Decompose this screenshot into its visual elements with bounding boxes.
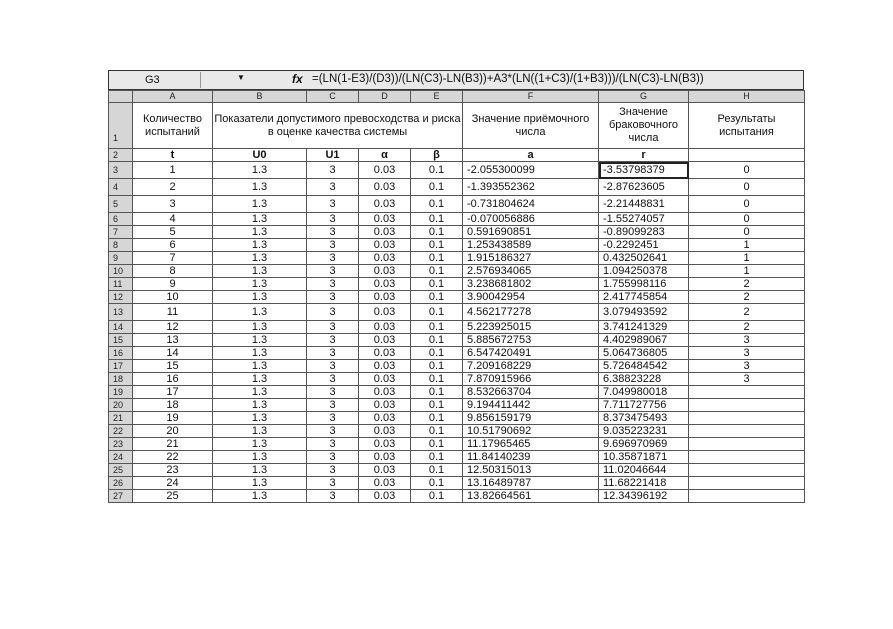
cell-b[interactable]: 1.3 <box>213 252 307 265</box>
cell-e[interactable]: 0.1 <box>411 425 463 438</box>
cell-a[interactable]: 6 <box>133 239 213 252</box>
table-row <box>109 373 805 386</box>
cell-b[interactable]: 1.3 <box>213 347 307 360</box>
cell-d[interactable]: 0.03 <box>359 373 411 386</box>
table-row <box>109 451 805 464</box>
row-header[interactable]: 12 <box>109 291 133 304</box>
cell-a[interactable]: 21 <box>133 438 213 451</box>
cell-d[interactable]: 0.03 <box>359 252 411 265</box>
cell-g[interactable]: 4.402989067 <box>599 334 689 347</box>
cell-f[interactable]: 7.870915966 <box>463 373 599 386</box>
cell-c[interactable]: 3 <box>307 321 359 334</box>
cell-e[interactable]: 0.1 <box>411 226 463 239</box>
table-row <box>109 360 805 373</box>
cell-f[interactable]: 2.576934065 <box>463 265 599 278</box>
cell-f[interactable]: 3.238681802 <box>463 278 599 291</box>
row-header[interactable]: 14 <box>109 321 133 334</box>
cell-a[interactable]: 2 <box>133 179 213 196</box>
row-header[interactable]: 26 <box>109 477 133 490</box>
cell-h[interactable] <box>689 425 805 438</box>
cell-e[interactable]: 0.1 <box>411 373 463 386</box>
select-all-corner[interactable] <box>109 91 133 103</box>
cell-f[interactable]: 5.885672753 <box>463 334 599 347</box>
symbol-cell[interactable]: U0 <box>213 149 307 162</box>
cell-h[interactable]: 2 <box>689 321 805 334</box>
cell-f[interactable]: -0.731804624 <box>463 196 599 213</box>
table-row <box>109 425 805 438</box>
cell-f[interactable]: 11.17965465 <box>463 438 599 451</box>
cell-c[interactable]: 3 <box>307 412 359 425</box>
symbol-cell[interactable] <box>689 149 805 162</box>
cell-h[interactable] <box>689 386 805 399</box>
row-header[interactable]: 9 <box>109 252 133 265</box>
row-header[interactable]: 3 <box>109 162 133 179</box>
symbol-cell[interactable]: β <box>411 149 463 162</box>
row-header[interactable]: 27 <box>109 490 133 503</box>
row-header[interactable]: 17 <box>109 360 133 373</box>
table-row <box>109 252 805 265</box>
table-row <box>109 464 805 477</box>
cell-h[interactable] <box>689 464 805 477</box>
cell-f[interactable]: -0.070056886 <box>463 213 599 226</box>
cell-e[interactable]: 0.1 <box>411 477 463 490</box>
header-cell-indicators[interactable]: Показатели допустимого превосходства и риска в оценке качества системы <box>213 103 463 149</box>
table-row <box>109 399 805 412</box>
cell-a[interactable]: 1 <box>133 162 213 179</box>
cell-g[interactable]: 9.035223231 <box>599 425 689 438</box>
cell-a[interactable]: 9 <box>133 278 213 291</box>
row-header[interactable]: 5 <box>109 196 133 213</box>
cell-b[interactable]: 1.3 <box>213 226 307 239</box>
table-row <box>109 490 805 503</box>
row-header[interactable]: 11 <box>109 278 133 291</box>
cell-c[interactable]: 3 <box>307 252 359 265</box>
cell-f[interactable]: 4.562177278 <box>463 304 599 321</box>
cell-g[interactable]: 8.373475493 <box>599 412 689 425</box>
cell-c[interactable]: 3 <box>307 304 359 321</box>
cell-a[interactable]: 17 <box>133 386 213 399</box>
cell-f[interactable]: 6.547420491 <box>463 347 599 360</box>
column-header-a[interactable]: A <box>133 91 213 103</box>
cell-g[interactable]: 6.38823228 <box>599 373 689 386</box>
table-row <box>109 265 805 278</box>
cell-c[interactable]: 3 <box>307 373 359 386</box>
cell-h[interactable]: 3 <box>689 360 805 373</box>
table-row <box>109 196 805 213</box>
cell-d[interactable]: 0.03 <box>359 425 411 438</box>
symbol-cell[interactable]: t <box>133 149 213 162</box>
cell-a[interactable]: 4 <box>133 213 213 226</box>
cell-b[interactable]: 1.3 <box>213 412 307 425</box>
cell-b[interactable]: 1.3 <box>213 360 307 373</box>
name-box[interactable]: G3 <box>109 72 201 88</box>
cell-h[interactable] <box>689 477 805 490</box>
cell-d[interactable]: 0.03 <box>359 265 411 278</box>
cell-f[interactable]: 13.82664561 <box>463 490 599 503</box>
cell-c[interactable]: 3 <box>307 213 359 226</box>
cell-b[interactable]: 1.3 <box>213 334 307 347</box>
cell-g[interactable]: 11.02046644 <box>599 464 689 477</box>
cell-c[interactable]: 3 <box>307 291 359 304</box>
column-header-h[interactable]: H <box>689 91 805 103</box>
cell-b[interactable]: 1.3 <box>213 196 307 213</box>
cell-g[interactable]: 9.696970969 <box>599 438 689 451</box>
cell-g[interactable]: -0.2292451 <box>599 239 689 252</box>
fx-icon[interactable]: fx <box>292 72 303 86</box>
cell-g[interactable]: -0.89099283 <box>599 226 689 239</box>
cell-c[interactable]: 3 <box>307 265 359 278</box>
cell-b[interactable]: 1.3 <box>213 278 307 291</box>
cell-f[interactable]: -1.393552362 <box>463 179 599 196</box>
cell-f[interactable]: 11.84140239 <box>463 451 599 464</box>
cell-f[interactable]: -2.055300099 <box>463 162 599 179</box>
cell-a[interactable]: 24 <box>133 477 213 490</box>
row-header[interactable]: 21 <box>109 412 133 425</box>
table-row <box>109 278 805 291</box>
cell-b[interactable]: 1.3 <box>213 291 307 304</box>
cell-h[interactable] <box>689 412 805 425</box>
cell-d[interactable]: 0.03 <box>359 490 411 503</box>
cell-d[interactable]: 0.03 <box>359 278 411 291</box>
cell-f[interactable]: 5.223925015 <box>463 321 599 334</box>
header-cell-results[interactable]: Результаты испытания <box>689 103 805 149</box>
cell-g[interactable]: 1.094250378 <box>599 265 689 278</box>
cell-g[interactable]: 10.35871871 <box>599 451 689 464</box>
cell-a[interactable]: 11 <box>133 304 213 321</box>
cell-c[interactable]: 3 <box>307 464 359 477</box>
cell-h[interactable]: 2 <box>689 278 805 291</box>
formula-input[interactable]: =(LN(1-E3)/(D3))/(LN(C3)-LN(B3))+A3*(LN((1+C3)/(1+B3)))/(LN(C3)-LN(B3)) <box>312 73 704 85</box>
cell-a[interactable]: 13 <box>133 334 213 347</box>
cell-f[interactable]: 9.194411442 <box>463 399 599 412</box>
cell-d[interactable]: 0.03 <box>359 438 411 451</box>
cell-g[interactable]: 1.755998116 <box>599 278 689 291</box>
cell-d[interactable]: 0.03 <box>359 399 411 412</box>
cell-a[interactable]: 25 <box>133 490 213 503</box>
row-header[interactable]: 22 <box>109 425 133 438</box>
row-header[interactable]: 20 <box>109 399 133 412</box>
cell-e[interactable]: 0.1 <box>411 179 463 196</box>
cell-e[interactable]: 0.1 <box>411 386 463 399</box>
cell-d[interactable]: 0.03 <box>359 412 411 425</box>
cell-a[interactable]: 23 <box>133 464 213 477</box>
cell-d[interactable]: 0.03 <box>359 196 411 213</box>
cell-e[interactable]: 0.1 <box>411 490 463 503</box>
cell-d[interactable]: 0.03 <box>359 239 411 252</box>
cell-a[interactable]: 22 <box>133 451 213 464</box>
cell-g[interactable]: -2.87623605 <box>599 179 689 196</box>
cell-e[interactable]: 0.1 <box>411 464 463 477</box>
cell-e[interactable]: 0.1 <box>411 162 463 179</box>
symbol-cell[interactable]: U1 <box>307 149 359 162</box>
row-header[interactable]: 25 <box>109 464 133 477</box>
symbol-row <box>109 149 805 162</box>
cell-a[interactable]: 14 <box>133 347 213 360</box>
cell-d[interactable]: 0.03 <box>359 334 411 347</box>
header-cell-count[interactable]: Количество испытаний <box>133 103 213 149</box>
table-row <box>109 412 805 425</box>
chevron-down-icon[interactable]: ▼ <box>237 73 245 82</box>
cell-h[interactable]: 3 <box>689 373 805 386</box>
cell-b[interactable]: 1.3 <box>213 464 307 477</box>
cell-e[interactable]: 0.1 <box>411 304 463 321</box>
formula-bar <box>108 70 804 90</box>
cell-h[interactable] <box>689 451 805 464</box>
row-header[interactable]: 8 <box>109 239 133 252</box>
cell-d[interactable]: 0.03 <box>359 347 411 360</box>
cell-h[interactable]: 3 <box>689 334 805 347</box>
row-header[interactable]: 7 <box>109 226 133 239</box>
cell-c[interactable]: 3 <box>307 179 359 196</box>
cell-c[interactable]: 3 <box>307 386 359 399</box>
cell-h[interactable]: 2 <box>689 304 805 321</box>
cell-e[interactable]: 0.1 <box>411 360 463 373</box>
cell-h[interactable]: 0 <box>689 213 805 226</box>
row-header[interactable]: 13 <box>109 304 133 321</box>
cell-h[interactable]: 0 <box>689 179 805 196</box>
cell-c[interactable]: 3 <box>307 226 359 239</box>
cell-h[interactable]: 1 <box>689 239 805 252</box>
cell-f[interactable]: 1.253438589 <box>463 239 599 252</box>
cell-g[interactable]: 12.34396192 <box>599 490 689 503</box>
column-header-e[interactable]: E <box>411 91 463 103</box>
cell-g[interactable]: -3.53798379 <box>599 162 689 179</box>
cell-d[interactable]: 0.03 <box>359 386 411 399</box>
table-row <box>109 386 805 399</box>
cell-b[interactable]: 1.3 <box>213 451 307 464</box>
table-row <box>109 304 805 321</box>
cell-c[interactable]: 3 <box>307 334 359 347</box>
cell-f[interactable]: 9.856159179 <box>463 412 599 425</box>
cell-f[interactable]: 7.209168229 <box>463 360 599 373</box>
row-header[interactable]: 10 <box>109 265 133 278</box>
cell-g[interactable]: 3.741241329 <box>599 321 689 334</box>
cell-e[interactable]: 0.1 <box>411 239 463 252</box>
cell-e[interactable]: 0.1 <box>411 321 463 334</box>
cell-a[interactable]: 16 <box>133 373 213 386</box>
cell-b[interactable]: 1.3 <box>213 438 307 451</box>
cell-g[interactable]: -1.55274057 <box>599 213 689 226</box>
cell-f[interactable]: 12.50315013 <box>463 464 599 477</box>
cell-f[interactable]: 0.591690851 <box>463 226 599 239</box>
row-header[interactable]: 23 <box>109 438 133 451</box>
column-header-d[interactable]: D <box>359 91 411 103</box>
column-header-row <box>109 91 805 103</box>
cell-e[interactable]: 0.1 <box>411 278 463 291</box>
cell-a[interactable]: 10 <box>133 291 213 304</box>
cell-e[interactable]: 0.1 <box>411 334 463 347</box>
cell-h[interactable]: 0 <box>689 226 805 239</box>
header-row <box>109 103 805 149</box>
table-row <box>109 162 805 179</box>
cell-d[interactable]: 0.03 <box>359 360 411 373</box>
symbol-cell[interactable]: a <box>463 149 599 162</box>
cell-a[interactable]: 5 <box>133 226 213 239</box>
row-header[interactable]: 1 <box>109 103 133 149</box>
row-header[interactable]: 16 <box>109 347 133 360</box>
cell-h[interactable]: 3 <box>689 347 805 360</box>
cell-g[interactable]: -2.21448831 <box>599 196 689 213</box>
row-header[interactable]: 19 <box>109 386 133 399</box>
cell-b[interactable]: 1.3 <box>213 373 307 386</box>
cell-c[interactable]: 3 <box>307 451 359 464</box>
header-cell-rejection[interactable]: Значение браковочного числа <box>599 103 689 149</box>
row-header[interactable]: 18 <box>109 373 133 386</box>
cell-d[interactable]: 0.03 <box>359 477 411 490</box>
table-row <box>109 334 805 347</box>
cell-c[interactable]: 3 <box>307 347 359 360</box>
table-row <box>109 321 805 334</box>
table-row <box>109 213 805 226</box>
cell-b[interactable]: 1.3 <box>213 179 307 196</box>
cell-c[interactable]: 3 <box>307 162 359 179</box>
column-header-b[interactable]: B <box>213 91 307 103</box>
cell-g[interactable]: 5.064736805 <box>599 347 689 360</box>
cell-e[interactable]: 0.1 <box>411 412 463 425</box>
cell-g[interactable]: 5.726484542 <box>599 360 689 373</box>
cell-b[interactable]: 1.3 <box>213 239 307 252</box>
cell-c[interactable]: 3 <box>307 425 359 438</box>
cell-a[interactable]: 20 <box>133 425 213 438</box>
row-header[interactable]: 4 <box>109 179 133 196</box>
column-header-c[interactable]: C <box>307 91 359 103</box>
row-header[interactable]: 2 <box>109 149 133 162</box>
table-row <box>109 438 805 451</box>
cell-g[interactable]: 7.711727756 <box>599 399 689 412</box>
cell-a[interactable]: 15 <box>133 360 213 373</box>
cell-b[interactable]: 1.3 <box>213 399 307 412</box>
cell-h[interactable] <box>689 399 805 412</box>
cell-b[interactable]: 1.3 <box>213 490 307 503</box>
cell-c[interactable]: 3 <box>307 360 359 373</box>
cell-h[interactable]: 2 <box>689 291 805 304</box>
cell-d[interactable]: 0.03 <box>359 291 411 304</box>
cell-e[interactable]: 0.1 <box>411 399 463 412</box>
cell-h[interactable]: 0 <box>689 196 805 213</box>
cell-h[interactable]: 0 <box>689 162 805 179</box>
cell-g[interactable]: 2.417745854 <box>599 291 689 304</box>
cell-b[interactable]: 1.3 <box>213 265 307 278</box>
cell-c[interactable]: 3 <box>307 438 359 451</box>
table-row <box>109 239 805 252</box>
cell-d[interactable]: 0.03 <box>359 162 411 179</box>
cell-e[interactable]: 0.1 <box>411 265 463 278</box>
cell-a[interactable]: 18 <box>133 399 213 412</box>
symbol-cell[interactable]: r <box>599 149 689 162</box>
cell-d[interactable]: 0.03 <box>359 451 411 464</box>
cell-e[interactable]: 0.1 <box>411 347 463 360</box>
cell-d[interactable]: 0.03 <box>359 226 411 239</box>
cell-b[interactable]: 1.3 <box>213 213 307 226</box>
cell-d[interactable]: 0.03 <box>359 213 411 226</box>
cell-b[interactable]: 1.3 <box>213 304 307 321</box>
cell-b[interactable]: 1.3 <box>213 386 307 399</box>
cell-e[interactable]: 0.1 <box>411 196 463 213</box>
cell-c[interactable]: 3 <box>307 196 359 213</box>
row-header[interactable]: 15 <box>109 334 133 347</box>
cell-c[interactable]: 3 <box>307 399 359 412</box>
table-row <box>109 477 805 490</box>
cell-f[interactable]: 10.51790692 <box>463 425 599 438</box>
cell-f[interactable]: 8.532663704 <box>463 386 599 399</box>
cell-b[interactable]: 1.3 <box>213 425 307 438</box>
cell-f[interactable]: 3.90042954 <box>463 291 599 304</box>
cell-c[interactable]: 3 <box>307 490 359 503</box>
cell-g[interactable]: 3.079493592 <box>599 304 689 321</box>
cell-a[interactable]: 3 <box>133 196 213 213</box>
cell-d[interactable]: 0.03 <box>359 179 411 196</box>
column-header-g[interactable]: G <box>599 91 689 103</box>
row-header[interactable]: 6 <box>109 213 133 226</box>
cell-d[interactable]: 0.03 <box>359 321 411 334</box>
cell-g[interactable]: 7.049980018 <box>599 386 689 399</box>
cell-b[interactable]: 1.3 <box>213 162 307 179</box>
cell-b[interactable]: 1.3 <box>213 321 307 334</box>
table-row <box>109 347 805 360</box>
column-header-f[interactable]: F <box>463 91 599 103</box>
cell-e[interactable]: 0.1 <box>411 252 463 265</box>
cell-e[interactable]: 0.1 <box>411 438 463 451</box>
cell-a[interactable]: 7 <box>133 252 213 265</box>
spreadsheet <box>108 70 804 503</box>
cell-h[interactable] <box>689 438 805 451</box>
table-row <box>109 179 805 196</box>
grid <box>108 90 805 503</box>
cell-a[interactable]: 19 <box>133 412 213 425</box>
table-row <box>109 291 805 304</box>
cell-h[interactable] <box>689 490 805 503</box>
cell-e[interactable]: 0.1 <box>411 291 463 304</box>
cell-c[interactable]: 3 <box>307 477 359 490</box>
header-cell-acceptance[interactable]: Значение приёмочного числа <box>463 103 599 149</box>
cell-a[interactable]: 12 <box>133 321 213 334</box>
cell-h[interactable]: 1 <box>689 265 805 278</box>
table-row <box>109 226 805 239</box>
row-header[interactable]: 24 <box>109 451 133 464</box>
cell-c[interactable]: 3 <box>307 278 359 291</box>
cell-c[interactable]: 3 <box>307 239 359 252</box>
cell-e[interactable]: 0.1 <box>411 451 463 464</box>
cell-f[interactable]: 13.16489787 <box>463 477 599 490</box>
cell-d[interactable]: 0.03 <box>359 464 411 477</box>
symbol-cell[interactable]: α <box>359 149 411 162</box>
cell-h[interactable]: 1 <box>689 252 805 265</box>
cell-a[interactable]: 8 <box>133 265 213 278</box>
cell-f[interactable]: 1.915186327 <box>463 252 599 265</box>
cell-g[interactable]: 11.68221418 <box>599 477 689 490</box>
cell-g[interactable]: 0.432502641 <box>599 252 689 265</box>
cell-e[interactable]: 0.1 <box>411 213 463 226</box>
cell-d[interactable]: 0.03 <box>359 304 411 321</box>
cell-b[interactable]: 1.3 <box>213 477 307 490</box>
